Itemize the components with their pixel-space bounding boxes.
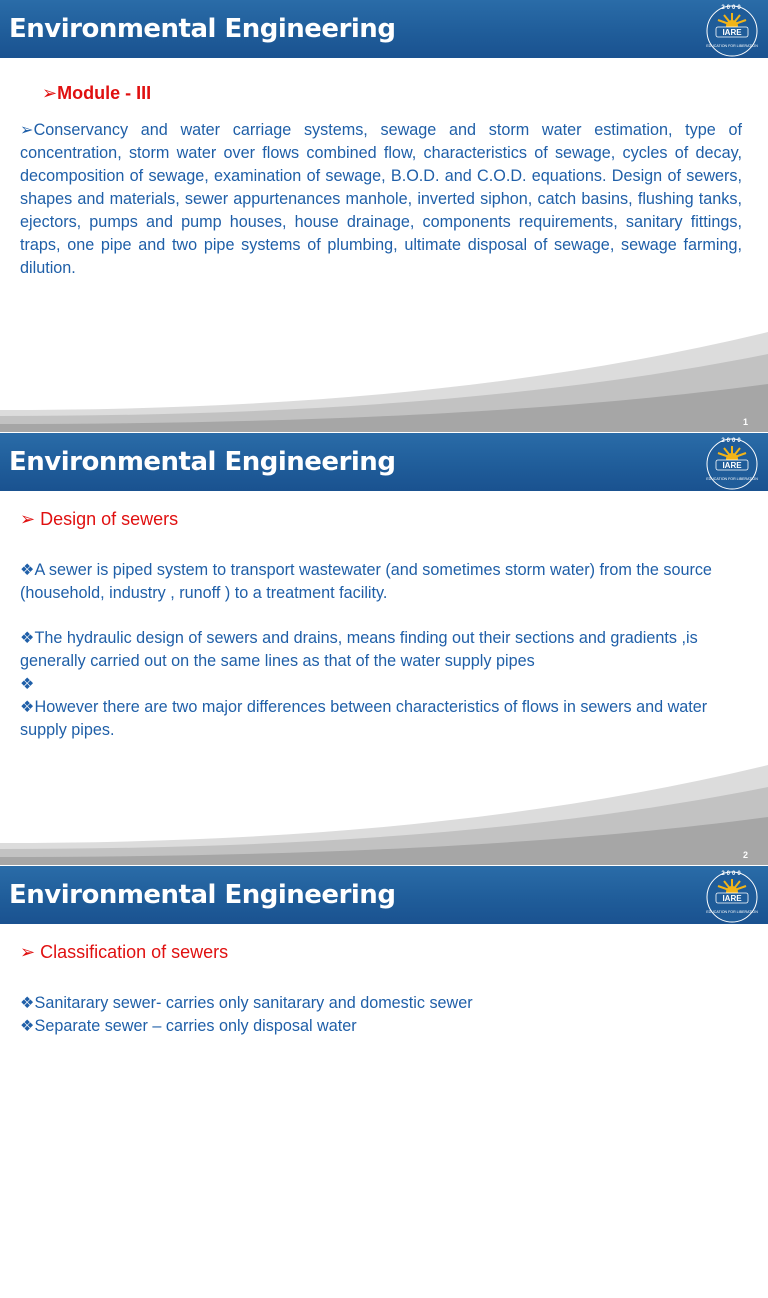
subheading-text: Module - III — [57, 83, 152, 103]
arrow-bullet-icon: ➢ — [42, 83, 58, 103]
iare-logo — [704, 867, 760, 923]
header-title: Environmental Engineering — [9, 447, 396, 477]
list-item — [20, 627, 742, 673]
bullet-list — [20, 559, 742, 742]
bullet-text: The hydraulic design of sewers and drains, means finding out their sections and gradients ,is generally carried out on the same lines as that of the water supply pipes — [20, 629, 698, 670]
slide-header — [0, 866, 768, 924]
logo-name: IARE — [722, 894, 742, 903]
logo-motto: EDUCATION FOR LIBERATION — [706, 477, 758, 481]
footer-wave — [0, 332, 768, 432]
subheading-text: Design of sewers — [40, 509, 179, 529]
diamond-bullet-icon: ❖ — [20, 675, 35, 693]
bullet-list — [20, 992, 742, 1038]
logo-year: 2000 — [721, 438, 743, 444]
list-item — [20, 559, 742, 605]
diamond-bullet-icon: ❖ — [20, 1017, 35, 1035]
paragraph-text: Conservancy and water carriage systems, sewage and storm water estimation, type of concentration, storm water over flows combined flow, characteristics of sewage, cycles of decay, decomposition of sewage, examination of sewage, B.O.D. and C.O.D. equations. Design of sewers, shapes and materials, sewer appurtenances manhole, inverted siphon, catch basins, flushing tanks, ejectors, pumps and pump houses, house drainage, components requirements, sanitary fittings, traps, one pipe and two pipe systems of plumbing, ultimate disposal of sewage, sewage farming, dilution. — [20, 121, 742, 277]
list-item — [20, 673, 742, 696]
diamond-bullet-icon: ❖ — [20, 561, 35, 579]
iare-logo — [704, 434, 760, 490]
bullet-text: Sanitarary sewer- carries only sanitarary and domestic sewer — [34, 994, 473, 1012]
list-item — [20, 696, 742, 742]
syllabus-paragraph — [20, 119, 742, 280]
footer-wave — [0, 765, 768, 865]
logo-motto: EDUCATION FOR LIBERATION — [706, 910, 758, 914]
arrow-bullet-icon: ➢ — [20, 121, 34, 139]
slide-subheading — [20, 942, 228, 963]
arrow-bullet-icon: ➢ — [20, 942, 36, 962]
iare-logo — [704, 1, 760, 57]
header-title: Environmental Engineering — [9, 880, 396, 910]
slide-header — [0, 0, 768, 58]
subheading-text: Classification of sewers — [40, 942, 229, 962]
slide-1 — [0, 0, 768, 432]
slide-subheading — [42, 83, 151, 104]
logo-name: IARE — [722, 461, 742, 470]
bullet-text: However there are two major differences between characteristics of flows in sewers and water supply pipes. — [20, 698, 708, 739]
diamond-bullet-icon: ❖ — [20, 994, 35, 1012]
logo-year: 2000 — [721, 871, 743, 877]
arrow-bullet-icon: ➢ — [20, 509, 36, 529]
page-number: 1 — [742, 417, 748, 427]
slide-subheading — [20, 509, 178, 530]
header-title: Environmental Engineering — [9, 14, 396, 44]
list-item — [20, 1015, 742, 1038]
logo-motto: EDUCATION FOR LIBERATION — [706, 44, 758, 48]
slide-header — [0, 433, 768, 491]
logo-year: 2000 — [721, 5, 743, 11]
diamond-bullet-icon: ❖ — [20, 698, 35, 716]
list-item — [20, 992, 742, 1015]
slide-3 — [0, 866, 768, 1298]
logo-name: IARE — [722, 28, 742, 37]
bullet-text: Separate sewer – carries only disposal water — [34, 1017, 357, 1035]
bullet-text: A sewer is piped system to transport wastewater (and sometimes storm water) from the source (household, industry , runoff ) to a treatment facility. — [20, 561, 712, 602]
page-number: 2 — [742, 850, 748, 860]
diamond-bullet-icon: ❖ — [20, 629, 35, 647]
slide-2 — [0, 433, 768, 865]
